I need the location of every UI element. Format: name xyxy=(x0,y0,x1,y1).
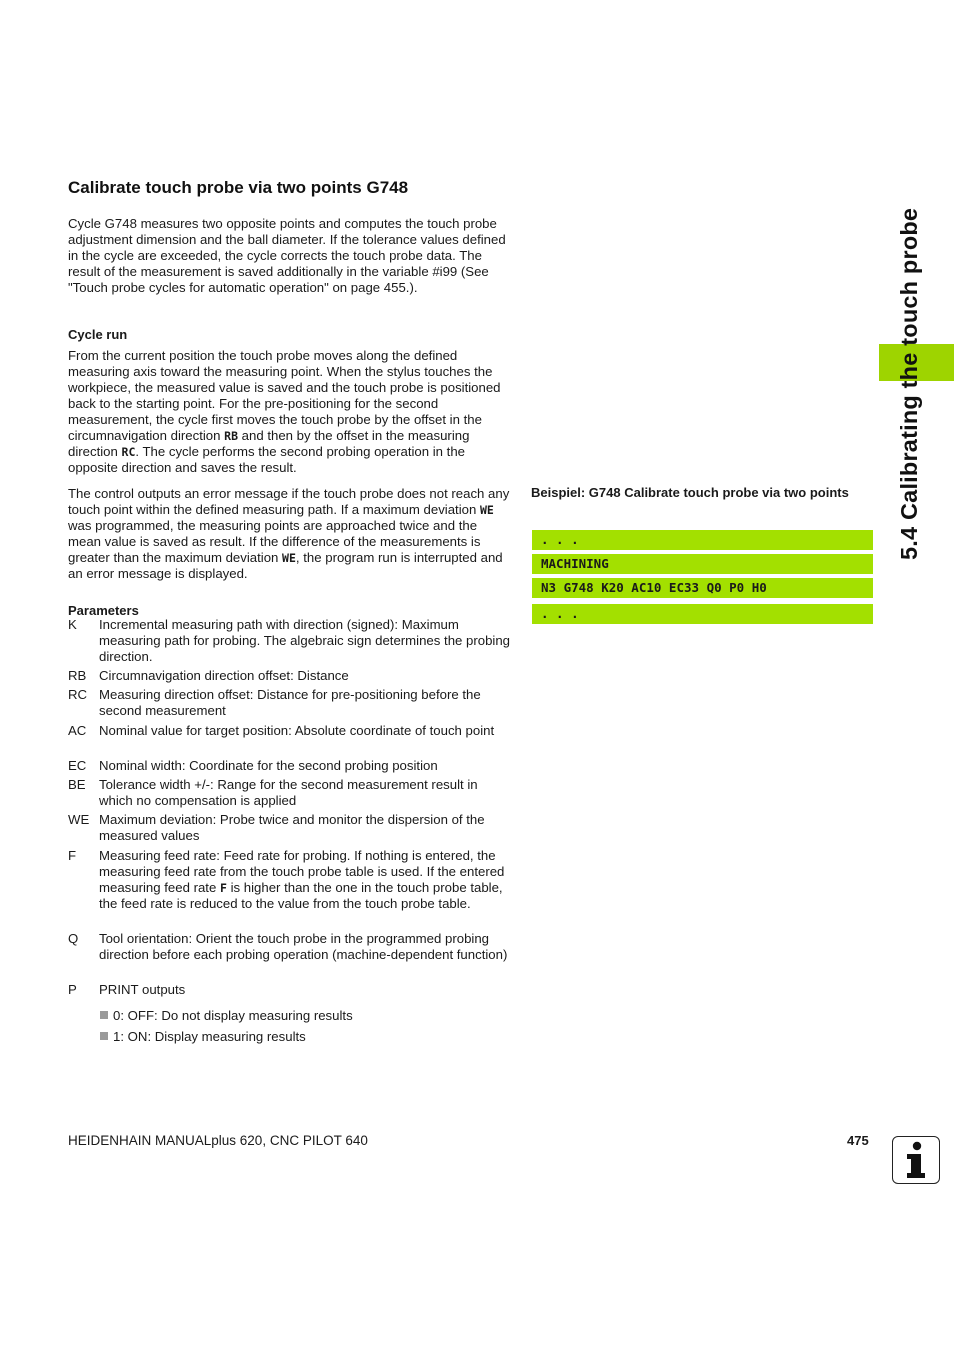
example-title: Beispiel: G748 Calibrate touch probe via two points xyxy=(531,485,849,500)
parameter-item-ec: EC Nominal width: Coordinate for the second probing position xyxy=(68,758,438,773)
print-option-off: 0: OFF: Do not display measuring results xyxy=(100,1008,353,1024)
parameter-item-rc: RC Measuring direction offset: Distance for pre-positioning before the second measurement xyxy=(68,687,481,718)
example-line: . . . xyxy=(532,604,873,624)
parameter-item-ac: AC Nominal value for target position: Absolute coordinate of touch point xyxy=(68,723,495,738)
page-number: 475 xyxy=(847,1133,869,1148)
cycle-run-paragraph-1: From the current position the touch probe moves along the defined measuring axis toward the measuring point. When the stylus touches the workpiece, the measured value is saved and the touch probe is positioned back to the starting point. For the pre-positioning for the second measurement, the cycle first moves the touch probe by the offset in the circumnavigation direction RB and then by the offset in the measuring direction RC. The cycle performs the second probing operation in the opposite direction and saves the result. xyxy=(68,348,501,475)
parameter-item-we: WE Maximum deviation: Probe twice and monitor the dispersion of the measured values xyxy=(68,812,485,843)
parameter-item-p: P PRINT outputs xyxy=(68,982,186,997)
bullet-square-icon xyxy=(100,1032,108,1040)
example-line: . . . xyxy=(532,530,873,550)
section-title: Calibrate touch probe via two points G748 xyxy=(68,178,409,197)
parameter-item-rb: RB Circumnavigation direction offset: Distance xyxy=(68,668,349,683)
footer-manual-title: HEIDENHAIN MANUALplus 620, CNC PILOT 640 xyxy=(68,1133,368,1148)
parameter-item-be: BE Tolerance width +/-: Range for the second measurement result in which no compensation is applied xyxy=(68,777,478,808)
chapter-title: 5.4 Calibrating the touch probe xyxy=(896,207,922,560)
example-line: MACHINING xyxy=(532,554,873,574)
parameter-item-q: Q Tool orientation: Orient the touch probe in the programmed probing direction before each probing operation (machine-dependent function) xyxy=(68,931,508,962)
parameter-item-f: F Measuring feed rate: Feed rate for probing. If nothing is entered, the measuring feed rate from the touch probe table is used. If the entered measuring feed rate F is higher than the one in the touch probe table, the feed rate is reduced to the value from the touch probe table. xyxy=(68,848,505,911)
cycle-run-paragraph-2: The control outputs an error message if the touch probe does not reach any touch point within the defined measuring path. If a maximum deviation WE was programmed, the measuring points are approached twice and the mean value is saved as result. If the difference of the measurements is greater than the maximum deviation WE, the program run is interrupted and an error message is displayed. xyxy=(68,486,510,581)
bullet-square-icon xyxy=(100,1011,108,1019)
parameter-item-k: K Incremental measuring path with direction (signed): Maximum measuring path for probing. The algebraic sign determines the probing direction. xyxy=(68,617,511,664)
example-line: N3 G748 K20 AC10 EC33 Q0 P0 H0 xyxy=(532,578,873,598)
info-glyph xyxy=(893,1137,938,1182)
print-option-on: 1: ON: Display measuring results xyxy=(100,1029,306,1045)
info-icon[interactable] xyxy=(892,1136,940,1184)
cycle-run-heading: Cycle run xyxy=(68,327,128,342)
intro-paragraph: Cycle G748 measures two opposite points and computes the touch probe adjustment dimension and the ball diameter. If the tolerance values defined in the cycle are exceeded, the cycle corrects the touch probe data. The result of the measurement is saved additionally in the variable #i99 (See "Touch probe cycles for automatic operation" on page 455.). xyxy=(68,216,506,295)
parameters-heading: Parameters xyxy=(68,603,139,618)
